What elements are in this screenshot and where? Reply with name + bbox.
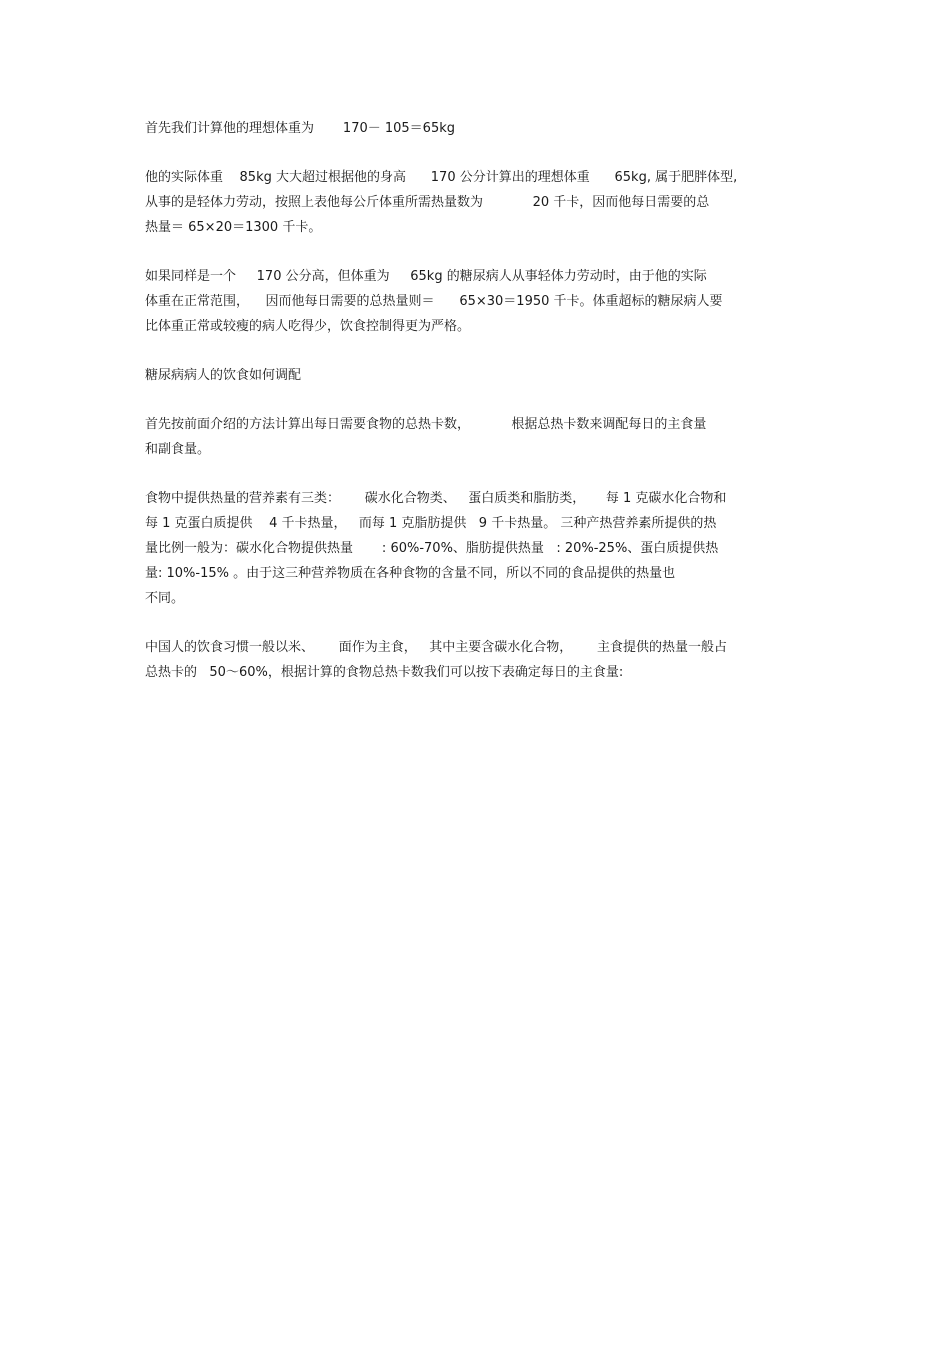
text-line: 如果同样是一个 170 公分高，但体重为 65kg 的糖尿病人从事轻体力劳动时，由于他的实际 <box>145 269 707 284</box>
text-line: 每 1 克蛋白质提供 4 千卡热量， 而每 1 克脂肪提供 9 千卡热量。 三种产热营养素所提供的热 <box>145 516 717 531</box>
text-line: 从事的是轻体力劳动，按照上表他每公斤体重所需热量数为 20 千卡，因而他每日需要的总 <box>145 195 710 210</box>
text-line: 和副食量。 <box>145 442 211 457</box>
text-line: 食物中提供热量的营养素有三类： 碳水化合物类、 蛋白质类和脂肪类， 每 1 克碳水化合物和 <box>145 491 727 506</box>
text-line: 首先我们计算他的理想体重为 170－ 105＝65kg <box>145 121 456 136</box>
text-line: 首先按前面介绍的方法计算出每日需要食物的总热卡数， 根据总热卡数来调配每日的主食量 <box>145 417 707 432</box>
paragraph-staple-food <box>145 635 800 685</box>
text-line: 不同。 <box>145 591 185 606</box>
text-line: 他的实际体重 85kg 大大超过根据他的身高 170 公分计算出的理想体重 65kg, 属于肥胖体型, <box>145 170 738 185</box>
text-line: 量: 10%-15% 。由于这三种营养物质在各种食物的含量不同，所以不同的食品提供的热量也 <box>145 566 676 581</box>
paragraph-diet-planning <box>145 412 800 462</box>
text-line: 中国人的饮食习惯一般以米、 面作为主食， 其中主要含碳水化合物， 主食提供的热量一般占 <box>145 640 727 655</box>
section-heading <box>145 363 800 388</box>
paragraph-nutrients <box>145 486 800 611</box>
text-line: 体重在正常范围， 因而他每日需要的总热量则＝ 65×30＝1950 千卡。体重超标的糖尿病人要 <box>145 294 723 309</box>
heading-text: 糖尿病病人的饮食如何调配 <box>145 368 302 383</box>
text-line: 量比例一般为：碳水化合物提供热量 : 60%-70%、脂肪提供热量 : 20%-25%、蛋白质提供热 <box>145 541 719 556</box>
text-line: 总热卡的 50～60%，根据计算的食物总热卡数我们可以按下表确定每日的主食量: <box>145 665 624 680</box>
paragraph-actual-weight <box>145 165 800 240</box>
document-body <box>145 116 800 709</box>
text-line: 比体重正常或较瘦的病人吃得少，饮食控制得更为严格。 <box>145 319 471 334</box>
paragraph-normal-weight-example <box>145 264 800 339</box>
paragraph-ideal-weight <box>145 116 800 141</box>
text-line: 热量＝ 65×20＝1300 千卡。 <box>145 220 322 235</box>
